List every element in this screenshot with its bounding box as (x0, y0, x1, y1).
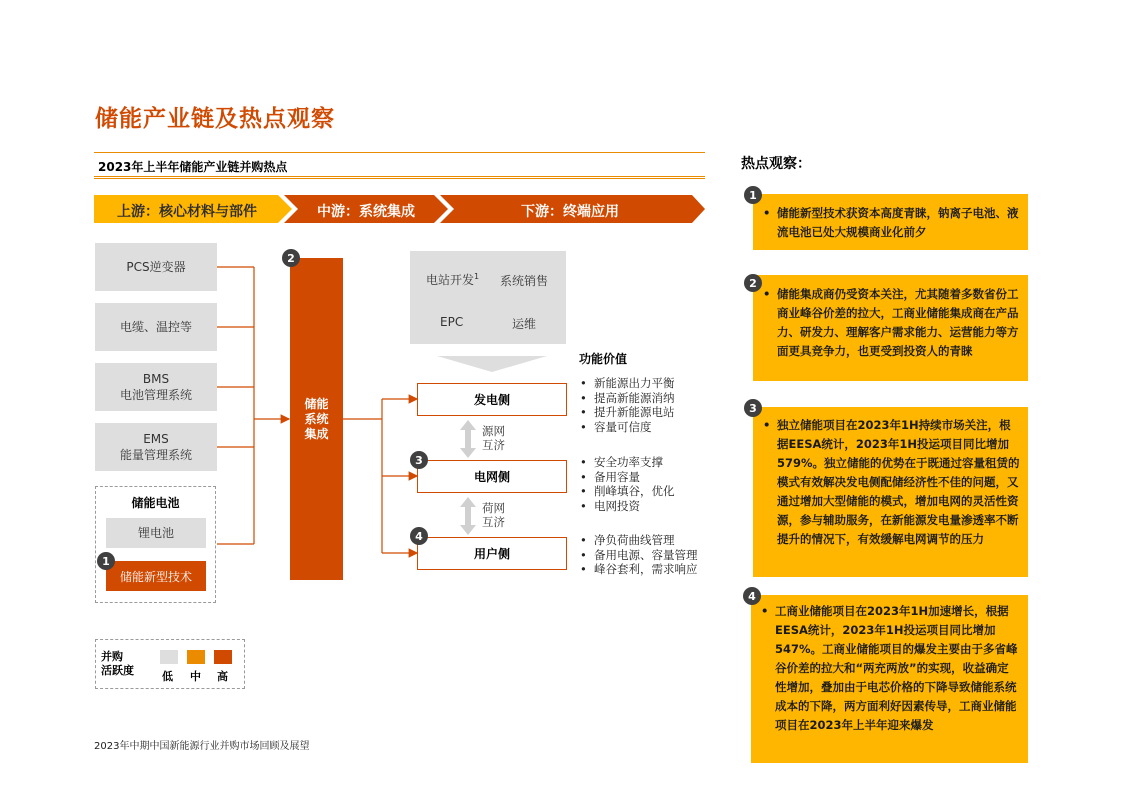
upstream-box-pcs (95, 243, 217, 291)
marker-3: 3 (744, 399, 762, 417)
grid-side-label: 电网侧 (473, 470, 510, 484)
upstream-box-ems (95, 423, 217, 471)
source-grid-line2: 互济 (482, 438, 505, 452)
ems-label: EMS (143, 432, 169, 446)
function-value-label: 功能价值 (579, 352, 628, 366)
bms-sublabel: 电池管理系统 (119, 388, 192, 402)
hotspot-card-2 (753, 275, 1028, 381)
services-box (410, 251, 566, 344)
hotspot-text-2: • 储能集成商仍受资本关注，尤其随着多数省份工商业峰谷价差的拉大，工商业储能集成商在产品力、研发力、理解客户需求能力、运营能力等方面更具竞争力，也更受到投资人的青睐 (761, 285, 1020, 361)
marker-1: 1 (744, 186, 762, 204)
ems-sublabel: 能量管理系统 (119, 448, 192, 462)
hotspot-card-4 (751, 595, 1028, 763)
marker-4: 4 (410, 527, 428, 545)
hotspot-text-4: • 工商业储能项目在2023年1H加速增长，根据EESA统计，2023年1H投运项目同比增加547%。工商业储能项目的爆发主要由于多省峰谷价差的拉大和“两充两放”的实现，收益确定性增加，叠加由于电芯价格的下降导致储能系统成本的下降，两方面利好因素传导，工商业储能项目在2023年上半年迎来爆发 (759, 602, 1020, 735)
hotspots-title: 热点观察： (741, 156, 811, 172)
cable-label: 电缆、温控等 (119, 320, 192, 334)
user-side-box (417, 537, 567, 570)
hotspot-text-3: • 独立储能项目在2023年1H持续市场关注，根据EESA统计，2023年1H投运项目同比增加579%。独立储能的优势在于既通过容量租赁的模式有效解决发电侧配储经济性不佳的问题，又通过增加大型储能的模式，增加电网的灵活性资源，参与辅助服务，在新能源发电量渗透率不断提升的情况下，有效缓解电网调节的压力 (761, 416, 1020, 549)
system-integration-box (290, 258, 343, 580)
legend-title (101, 650, 134, 678)
upstream-box-bms (95, 363, 217, 411)
grid-side-box (417, 460, 567, 493)
list-item: • 峰谷套利，需求响应 (580, 562, 710, 577)
legend-swatch-high (214, 650, 232, 664)
new-tech-label: 储能新型技术 (119, 569, 192, 584)
midstream-label: 中游：系统集成 (317, 204, 415, 220)
list-item: • 安全功率支撑 (580, 455, 710, 470)
footnote-marker: 1 (474, 272, 480, 281)
lithium-box (106, 518, 206, 548)
list-item: • 净负荷曲线管理 (580, 533, 710, 548)
bms-label: BMS (142, 372, 170, 386)
footer-text: 2023年中期中国新能源行业并购市场回顾及展望 (94, 741, 310, 752)
load-grid-label (482, 501, 505, 529)
list-item: • 削峰填谷，优化 (580, 484, 710, 499)
marker-4: 4 (743, 587, 761, 605)
legend-high-label: 高 (217, 670, 228, 683)
list-item: • 提高新能源消纳 (580, 391, 710, 406)
battery-group-title: 储能电池 (131, 496, 180, 510)
system-integration-label: 储能 系统 集成 (304, 396, 329, 441)
legend-swatch-low (160, 650, 178, 664)
legend-mid-label: 中 (190, 670, 201, 683)
source-grid-label (482, 424, 505, 452)
service-sales: 系统销售 (500, 274, 549, 288)
legend-swatch-mid (187, 650, 205, 664)
hotspot-text-1: • 储能新型技术获资本高度青睐，钠离子电池、液流电池已处大规模商业化前夕 (761, 204, 1020, 242)
generation-values (580, 376, 710, 434)
generation-side-label: 发电侧 (473, 393, 510, 407)
marker-2: 2 (282, 249, 300, 267)
page-title: 储能产业链及热点观察 (95, 106, 335, 132)
lithium-label: 锂电池 (137, 526, 174, 540)
hotspot-card-3 (753, 407, 1028, 577)
upstream-box-cable (95, 303, 217, 351)
list-item: • 容量可信度 (580, 420, 710, 435)
list-item: • 新能源出力平衡 (580, 376, 710, 391)
service-dev-label: 电站开发 (426, 273, 475, 287)
load-grid-line1: 荷网 (482, 501, 505, 515)
service-ops: 运维 (512, 317, 537, 331)
downstream-label: 下游：终端应用 (521, 204, 619, 220)
generation-side-box (417, 383, 567, 416)
service-epc: EPC (440, 315, 464, 329)
list-item: • 提升新能源电站 (580, 405, 710, 420)
list-item: • 电网投资 (580, 499, 710, 514)
user-values (580, 533, 710, 577)
grid-values (580, 455, 710, 513)
legend-title-line1: 并购 (101, 650, 123, 663)
service-dev (426, 271, 479, 288)
marker-2: 2 (744, 274, 762, 292)
section-subtitle: 2023年上半年储能产业链并购热点 (98, 160, 288, 174)
load-grid-line2: 互济 (482, 515, 505, 529)
new-tech-box (106, 561, 206, 591)
list-item: • 备用电源、容量管理 (580, 548, 710, 563)
marker-3: 3 (410, 451, 428, 469)
marker-1: 1 (97, 552, 115, 570)
list-item: • 备用容量 (580, 470, 710, 485)
user-side-label: 用户侧 (473, 547, 510, 561)
legend-low-label: 低 (162, 670, 173, 683)
upstream-label: 上游：核心材料与部件 (117, 204, 257, 220)
source-grid-line1: 源网 (482, 424, 505, 438)
legend-title-line2: 活跃度 (101, 664, 134, 677)
hotspot-card-1 (753, 194, 1028, 250)
pcs-label: PCS逆变器 (126, 260, 186, 274)
services-arrow (437, 356, 547, 372)
